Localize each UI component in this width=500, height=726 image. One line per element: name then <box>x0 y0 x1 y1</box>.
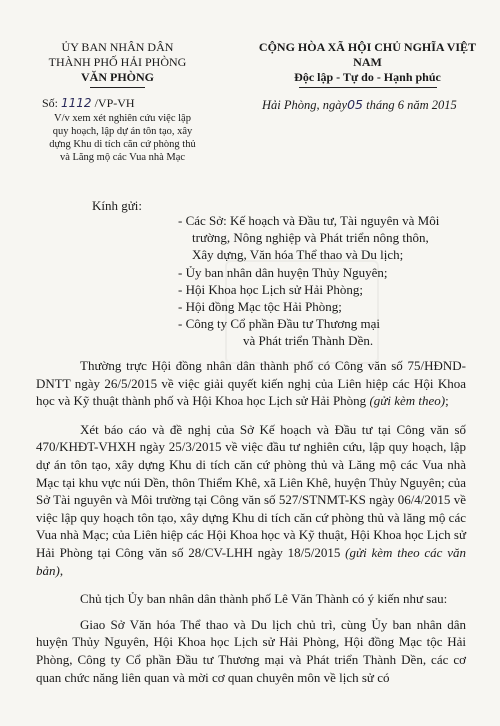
subject-line-1: V/v xem xét nghiên cứu việc lập <box>54 113 191 124</box>
recipient-4: - Hội đồng Mạc tộc Hải Phòng; <box>178 299 342 315</box>
paragraph-3: Chủ tịch Ủy ban nhân dân thành phố Lê Văn Thành có ý kiến như sau: <box>80 591 448 607</box>
paragraph-2 <box>36 421 466 579</box>
paragraph-1-italic: (gửi kèm theo) <box>369 393 446 409</box>
date-prefix: Hải Phòng, ngày <box>262 98 348 112</box>
recipient-1a: - Các Sở: Kế hoạch và Đầu tư, Tài nguyên và Môi <box>178 213 440 228</box>
recipient-list <box>178 212 478 350</box>
paragraph-2-end: , <box>59 562 64 578</box>
paragraph-1-end: ; <box>445 393 449 409</box>
issuer-line-1: ỦY BAN NHÂN DÂN <box>61 40 174 54</box>
subject-line-2: quy hoạch, lập dự án tôn tạo, xây <box>52 126 193 137</box>
so-number: 1112 <box>61 96 92 110</box>
recipient-5a: - Công ty Cổ phần Đầu tư Thương mại <box>178 316 380 332</box>
issuer-line-3: VĂN PHÒNG <box>81 70 154 84</box>
date-suffix: tháng 6 năm 2015 <box>362 98 457 112</box>
subject-summary <box>20 112 225 164</box>
national-header <box>245 40 490 88</box>
subject-line-4: và Lăng mộ các Vua nhà Mạc <box>59 152 186 163</box>
motto-underline <box>299 87 437 88</box>
issuer-line-2: THÀNH PHỐ HẢI PHÒNG <box>48 55 187 69</box>
document-date <box>262 97 457 113</box>
issuer-underline <box>90 87 145 88</box>
paragraph-1-text: Thường trực Hội đồng nhân dân thành phố có Công văn số 75/HĐND-DNTT ngày 26/5/2015 về việc giải quyết kiến nghị của Liên hiệp các Hội Khoa học và Kỹ thuật thành phố và Hội Khoa học Lịch sử Hải Phòng <box>36 358 466 409</box>
kinh-gui-label: Kính gửi: <box>92 198 143 213</box>
paragraph-4: Giao Sở Văn hóa Thể thao và Du lịch chủ trì, cùng Ủy ban nhân dân huyện Thủy Nguyên, Hội Khoa học Lịch sử Hải Phòng, Hội đồng Mạc tộc Hải Phòng, Công ty Cổ phần Đầu tư Thương mại và Phát triển Thành Dền, các cơ quan chức năng liên quan và mời cơ quan chuyên môn về lịch sử có <box>36 616 466 685</box>
recipient-1c: Xây dựng, Văn hóa Thể thao và Du lịch; <box>192 247 404 263</box>
document-number <box>42 96 135 111</box>
issuer-header <box>20 40 215 88</box>
date-day: 05 <box>347 97 363 112</box>
subject-line-3: dựng Khu di tích căn cứ phòng thủ <box>49 139 196 150</box>
recipient-2: - Ủy ban nhân dân huyện Thủy Nguyên; <box>178 264 388 280</box>
paragraph-2-italic: (gửi kèm theo các văn bản) <box>36 544 467 578</box>
recipient-3: - Hội Khoa học Lịch sử Hải Phòng; <box>178 281 364 297</box>
paragraph-1 <box>36 357 466 410</box>
so-label: Số: <box>42 96 62 110</box>
paragraph-2-text: Xét báo cáo và đề nghị của Sở Kế hoạch và Đầu tư tại Công văn số 470/KHĐT-VHXH ngày 25/3/2015 về việc đầu tư nghiên cứu, lập quy hoạch, lập dự án tôn tạo, xây dựng Khu di tích căn cứ phòng thủ và Lăng mộ các Vua nhà Mạc tại khu vực núi Dền, thôn Thiểm Khê, xã Liên Khê, huyện Thủy Nguyên; của Sở Tài nguyên và Môi trường tại Công văn số 527/STNMT-KS ngày 06/4/2015 về việc lập quy hoạch tôn tạo, xây dựng Khu di tích căn cứ phòng thủ và lăng mộ các Vua nhà Mạc; của Liên hiệp các Hội Khoa học và Kỹ thuật, Hội Khoa học Lịch sử Hải Phòng tại Công văn số 28/CV-LHH ngày 18/5/2015 <box>36 421 466 560</box>
recipient-1b: trường, Nông nghiệp và Phát triển nông thôn, <box>192 230 429 246</box>
so-suffix: /VP-VH <box>91 96 135 110</box>
document-body <box>36 357 466 697</box>
recipient-5b: và Phát triển Thành Dền. <box>243 333 374 349</box>
national-title: CỘNG HÒA XÃ HỘI CHỦ NGHĨA VIỆT NAM <box>258 40 477 69</box>
national-motto: Độc lập - Tự do - Hạnh phúc <box>294 70 441 84</box>
